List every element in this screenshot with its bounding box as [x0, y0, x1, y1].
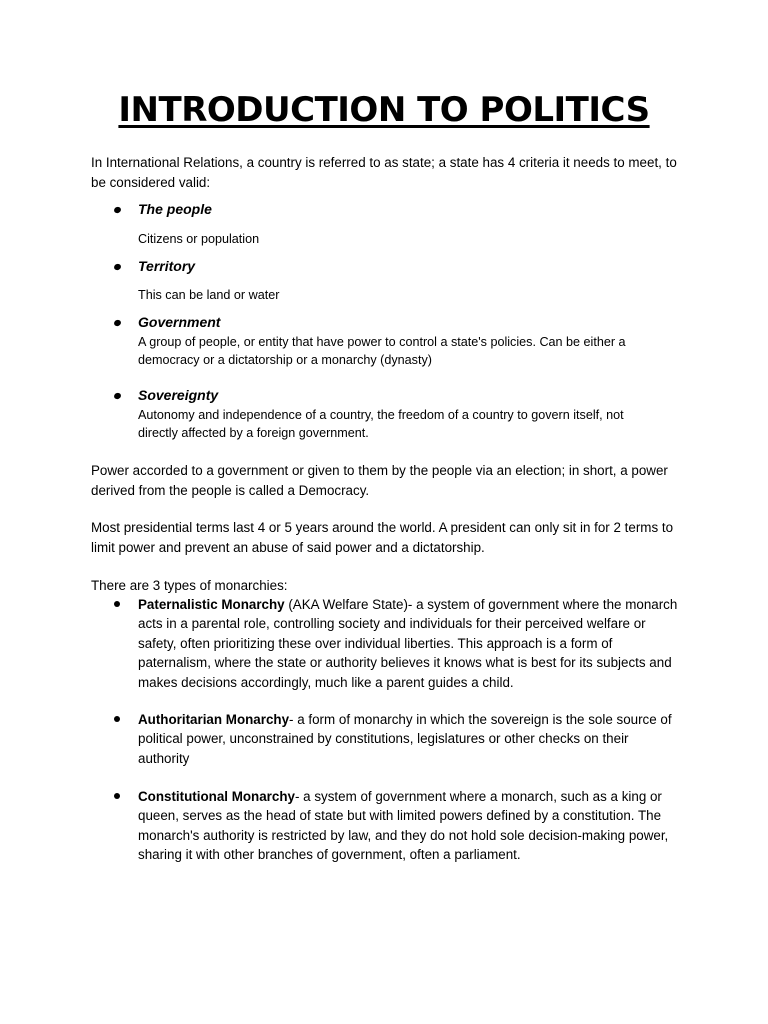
criterion-description: Citizens or population — [138, 232, 260, 246]
monarchy-item — [138, 595, 680, 692]
monarchy-description: (AKA Welfare State)- a system of government where the monarch acts in a parental role, controlling society and individuals for their perceived welfare or safety, often prioritizing these over individual liberties. This approach is a form of paternalism, where the state or authority believes it knows what is best for its subjects and makes decisions accordingly, much like a parent guides a child. — [138, 597, 678, 690]
monarchy-name: Constitutional Monarchy — [138, 789, 295, 804]
monarchy-description: - a system of government where a monarch, such as a king or queen, serves as the head of state but with limited powers defined by a constitution. The monarch's authority is restricted by law, and they do not hold sole decision-making power, sharing it with other branches of government, often a parliament. — [138, 789, 669, 863]
bullet-icon — [114, 793, 120, 799]
monarchy-item — [138, 710, 680, 768]
monarchy-name: Paternalistic Monarchy — [138, 597, 285, 612]
monarchy-item — [138, 787, 680, 865]
criterion-description: A group of people, or entity that have power to control a state's policies. Can be either a democracy or a dictatorship or a monarchy (dynasty) — [138, 335, 626, 367]
monarchies-intro: There are 3 types of monarchies: — [91, 578, 288, 593]
monarchy-name: Authoritarian Monarchy — [138, 712, 290, 727]
bullet-icon — [113, 392, 122, 400]
page-title: INTRODUCTION TO POLITICS — [118, 90, 650, 130]
monarchy-description: - a form of monarchy in which the sovereign is the sole source of political power, unconstrained by constitutions, legislatures or other checks on their authority — [138, 712, 672, 766]
criterion-title: The people — [138, 201, 212, 217]
criterion-title: Sovereignty — [138, 387, 219, 403]
terms-paragraph: Most presidential terms last 4 or 5 years around the world. A president can only sit in for 2 terms to limit power and prevent an abuse of said power and a dictatorship. — [91, 520, 674, 555]
bullet-icon — [114, 601, 120, 607]
criterion-title: Government — [138, 314, 221, 330]
bullet-icon — [113, 206, 122, 214]
criterion-description: This can be land or water — [138, 288, 280, 302]
intro-paragraph: In International Relations, a country is referred to as state; a state has 4 criteria it needs to meet, to be considered valid: — [91, 155, 677, 190]
bullet-icon — [114, 716, 120, 722]
democracy-paragraph: Power accorded to a government or given to them by the people via an election; in short, a power derived from the people is called a Democracy. — [91, 463, 668, 498]
criterion-description: Autonomy and independence of a country, the freedom of a country to govern itself, not directly affected by a foreign government. — [138, 408, 624, 440]
bullet-icon — [113, 319, 122, 327]
bullet-icon — [113, 263, 122, 271]
criterion-title: Territory — [138, 258, 196, 274]
